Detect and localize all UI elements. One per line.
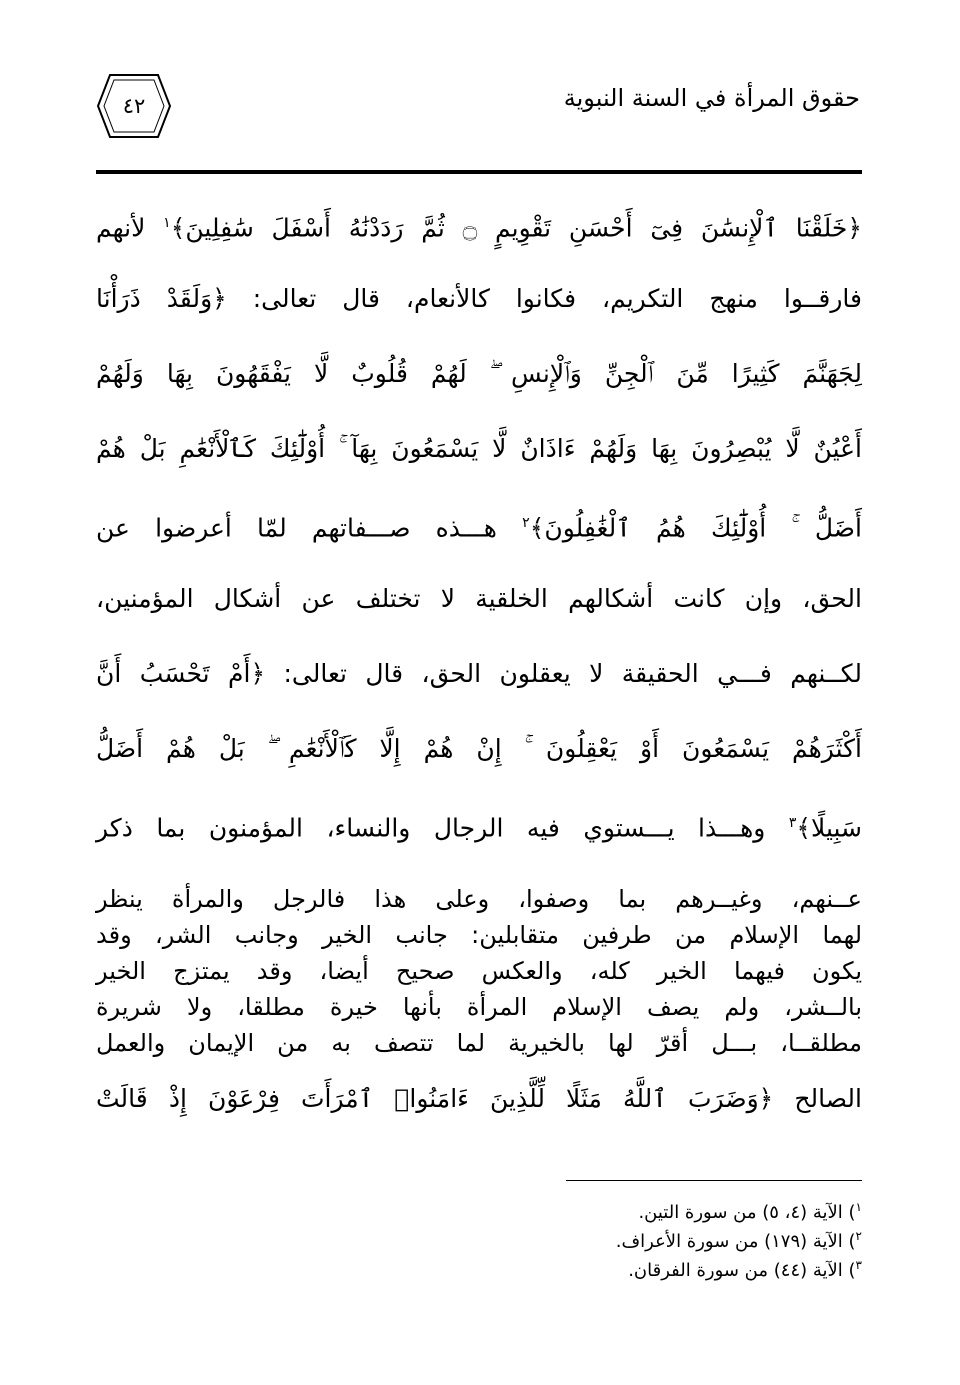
footnote [362,1193,862,1222]
running-title: حقوق المرأة في السنة النبوية [563,84,860,112]
page-number: ٤٢ [122,94,146,118]
text-line: عــنهم، وغيــرهم بما وصفوا، وعلى هذا فالرجل والمرأة ينظر [96,885,862,913]
text-line: الصالح ﴿وَضَرَبَ ٱللَّهُ مَثَلًا لِّلَّذِينَ ءَامَنُوا۟ ٱمْرَأَتَ فِرْعَوْنَ إِذْ قَالَتْ [96,1084,862,1113]
footnote-divider [566,1180,862,1181]
text-line [96,186,862,261]
text-fragment: لأنهم [96,213,146,243]
footnote [362,1251,862,1280]
footnote-text: ) الآية (٤٤) من سورة الفرقان. [628,1260,856,1281]
footnote-ref: ١ [163,215,171,231]
spacer [96,861,862,881]
quran-verse: أَعْيُنٌ لَّا يُبْصِرُونَ بِهَا وَلَهُمْ ءَاذَانٌ لَّا يَسْمَعُونَ بِهَآ ۚ أُوْلَٰٓئِكَ كَٱلْأَنْعَٰمِ بَلْ هُمْ [96,434,862,463]
quran-verse: أَضَلُّ ۚ أُوْلَٰٓئِكَ هُمُ ٱلْغَٰفِلُونَ﴾ [529,513,862,543]
footnote [362,1222,862,1251]
footnote-text: ) الآية (٤، ٥) من سورة التين. [638,1202,856,1223]
text-line: فارقــوا منهج التكريم، فكانوا كالأنعام، قال تعالى: ﴿وَلَقَدْ ذَرَأْنَا [96,284,862,313]
quran-verse: سَبِيلًا﴾ [796,813,862,843]
footnote-ref: ٣ [788,815,797,831]
quran-verse: لِجَهَنَّمَ كَثِيرًا مِّنَ ٱلْجِنِّ وَٱلْإِنسِ ۖ لَهُمْ قُلُوبٌ لَّا يَفْقَهُونَ بِهَا وَلَهُمْ [96,359,862,388]
quran-verse: أَكْثَرَهُمْ يَسْمَعُونَ أَوْ يَعْقِلُونَ ۚ إِنْ هُمْ إِلَّا كَٱلْأَنْعَٰمِ ۖ بَلْ هُمْ أَضَلُّ [96,734,862,763]
footnote-text: ) الآية (١٧٩) من سورة الأعراف. [615,1231,856,1252]
text-line: الحق، وإن كانت أشكالهم الخلقية لا تختلف عن أشكال المؤمنين، [96,584,862,613]
text-line [96,786,862,861]
text-fragment: هـــذه صـــفاتهم لمّا أعرضوا عن [96,513,497,543]
text-line: مطلقــا، بـــل أقرّ لها بالخيرية لما تتصف به من الإيمان والعمل [96,1029,862,1057]
page-number-badge [96,72,172,140]
footnote-number: ٢ [855,1229,862,1243]
footnote-number: ٣ [855,1258,862,1272]
text-line: لهما الإسلام من طرفين متقابلين: جانب الخير وجانب الشر، وقد [96,921,862,949]
header-divider [96,170,862,174]
footnotes [362,1193,862,1280]
text-line: لكــنهم فـــي الحقيقة لا يعقلون الحق، قال تعالى: ﴿أَمْ تَحْسَبُ أَنَّ [96,659,862,688]
text-line: بالــشر، ولم يصف الإسلام المرأة بأنها خيرة مطلقا، ولا شريرة [96,993,862,1021]
text-line: يكون فيهما الخير كله، والعكس صحيح أيضا، وقد يمتزج الخير [96,957,862,985]
body-text [96,186,862,1136]
footnote-number: ١ [855,1200,862,1214]
quran-verse: ﴿خَلَقْنَا ٱلْإِنسَٰنَ فِىٓ أَحْسَنِ تَقْوِيمٍ ۝ ثُمَّ رَدَدْنَٰهُ أَسْفَلَ سَٰفِلِينَ﴾ [170,213,862,243]
text-fragment: وهـــذا يـــستوي فيه الرجال والنساء، المؤمنون بما ذكر [96,813,766,843]
footnote-ref: ٢ [522,515,530,531]
text-line [96,486,862,561]
